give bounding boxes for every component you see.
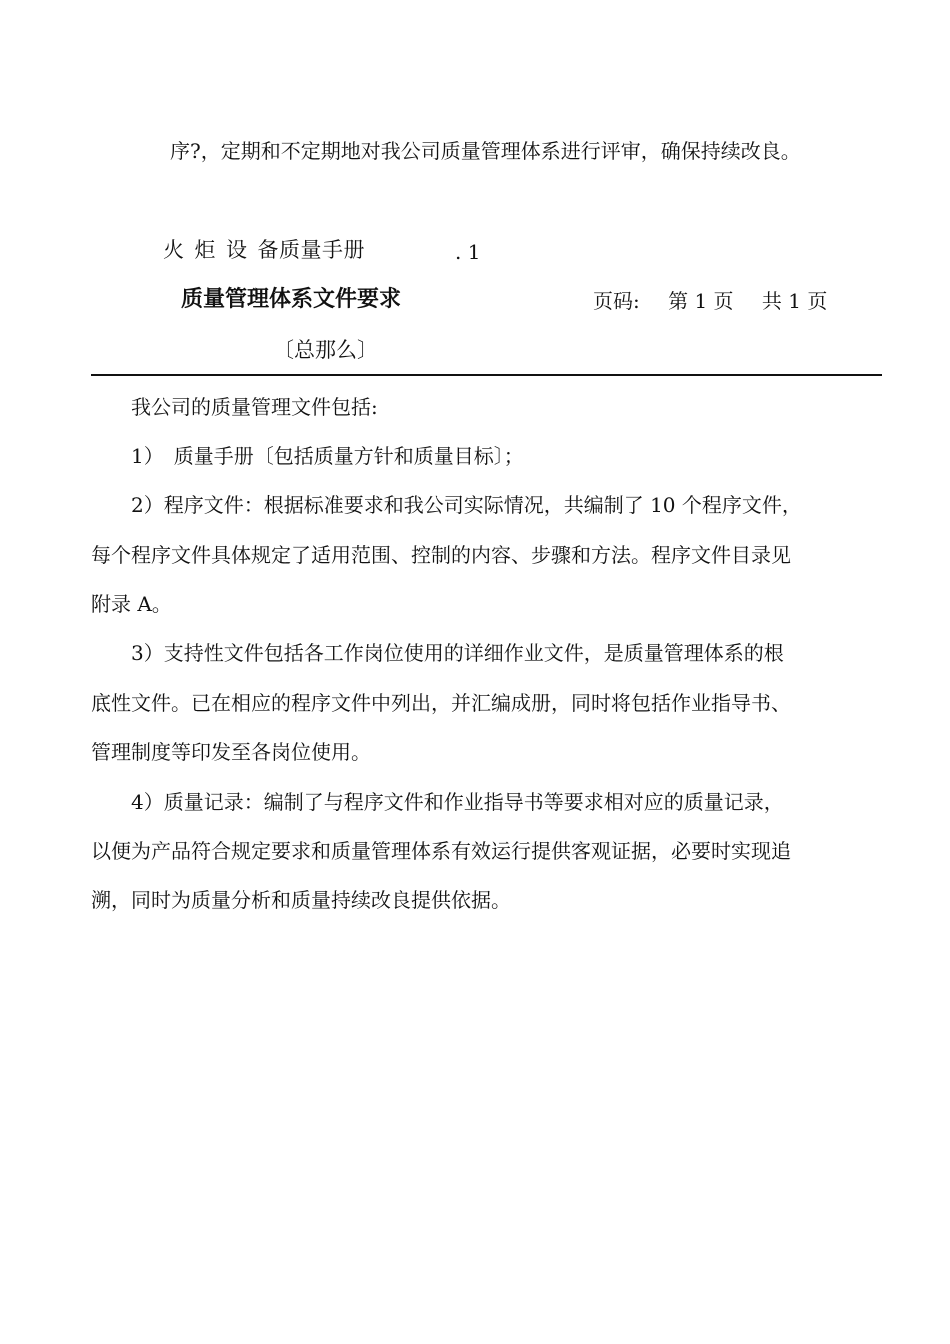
company-char-1: 火 bbox=[163, 238, 185, 262]
body-line-5: 附录 A。 bbox=[91, 592, 172, 616]
body-line-2: 1） 质量手册〔包括质量方针和质量目标〕； bbox=[131, 444, 524, 468]
body-line-6: 3）支持性文件包括各工作岗位使用的详细作业文件，是质量管理体系的根 bbox=[131, 641, 784, 665]
company-char-2: 炬 bbox=[194, 238, 216, 262]
company-char-3: 设 bbox=[226, 238, 248, 262]
header-divider bbox=[91, 374, 882, 376]
body-line-7: 底性文件。已在相应的程序文件中列出，并汇编成册，同时将包括作业指导书、 bbox=[91, 691, 791, 715]
company-char-4: 备质量手册 bbox=[257, 238, 365, 262]
header-doc-number: . 1 bbox=[455, 240, 481, 264]
body-line-1: 我公司的质量管理文件包括: bbox=[131, 395, 378, 419]
header-subtitle: 〔总那么〕 bbox=[273, 338, 378, 362]
page-total: 共 1 页 bbox=[761, 289, 828, 313]
body-line-3: 2）程序文件：根据标准要求和我公司实际情况，共编制了 10 个程序文件， bbox=[131, 493, 802, 517]
body-line-9: 4）质量记录：编制了与程序文件和作业指导书等要求相对应的质量记录， bbox=[131, 790, 784, 814]
header-company-name bbox=[163, 238, 365, 262]
page-current: 第 1 页 bbox=[668, 289, 734, 313]
header-title: 质量管理体系文件要求 bbox=[181, 287, 402, 312]
page-label: 页码: bbox=[593, 289, 640, 313]
header-page-info bbox=[593, 289, 849, 313]
continuation-line: 序?，定期和不定期地对我公司质量管理体系进行评审，确保持续改良。 bbox=[170, 139, 801, 163]
body-line-11: 溯，同时为质量分析和质量持续改良提供依据。 bbox=[91, 888, 511, 912]
body-line-8: 管理制度等印发至各岗位使用。 bbox=[91, 740, 371, 764]
body-line-4: 每个程序文件具体规定了适用范围、控制的内容、步骤和方法。程序文件目录见 bbox=[91, 543, 791, 567]
body-line-10: 以便为产品符合规定要求和质量管理体系有效运行提供客观证据，必要时实现追 bbox=[91, 839, 791, 863]
